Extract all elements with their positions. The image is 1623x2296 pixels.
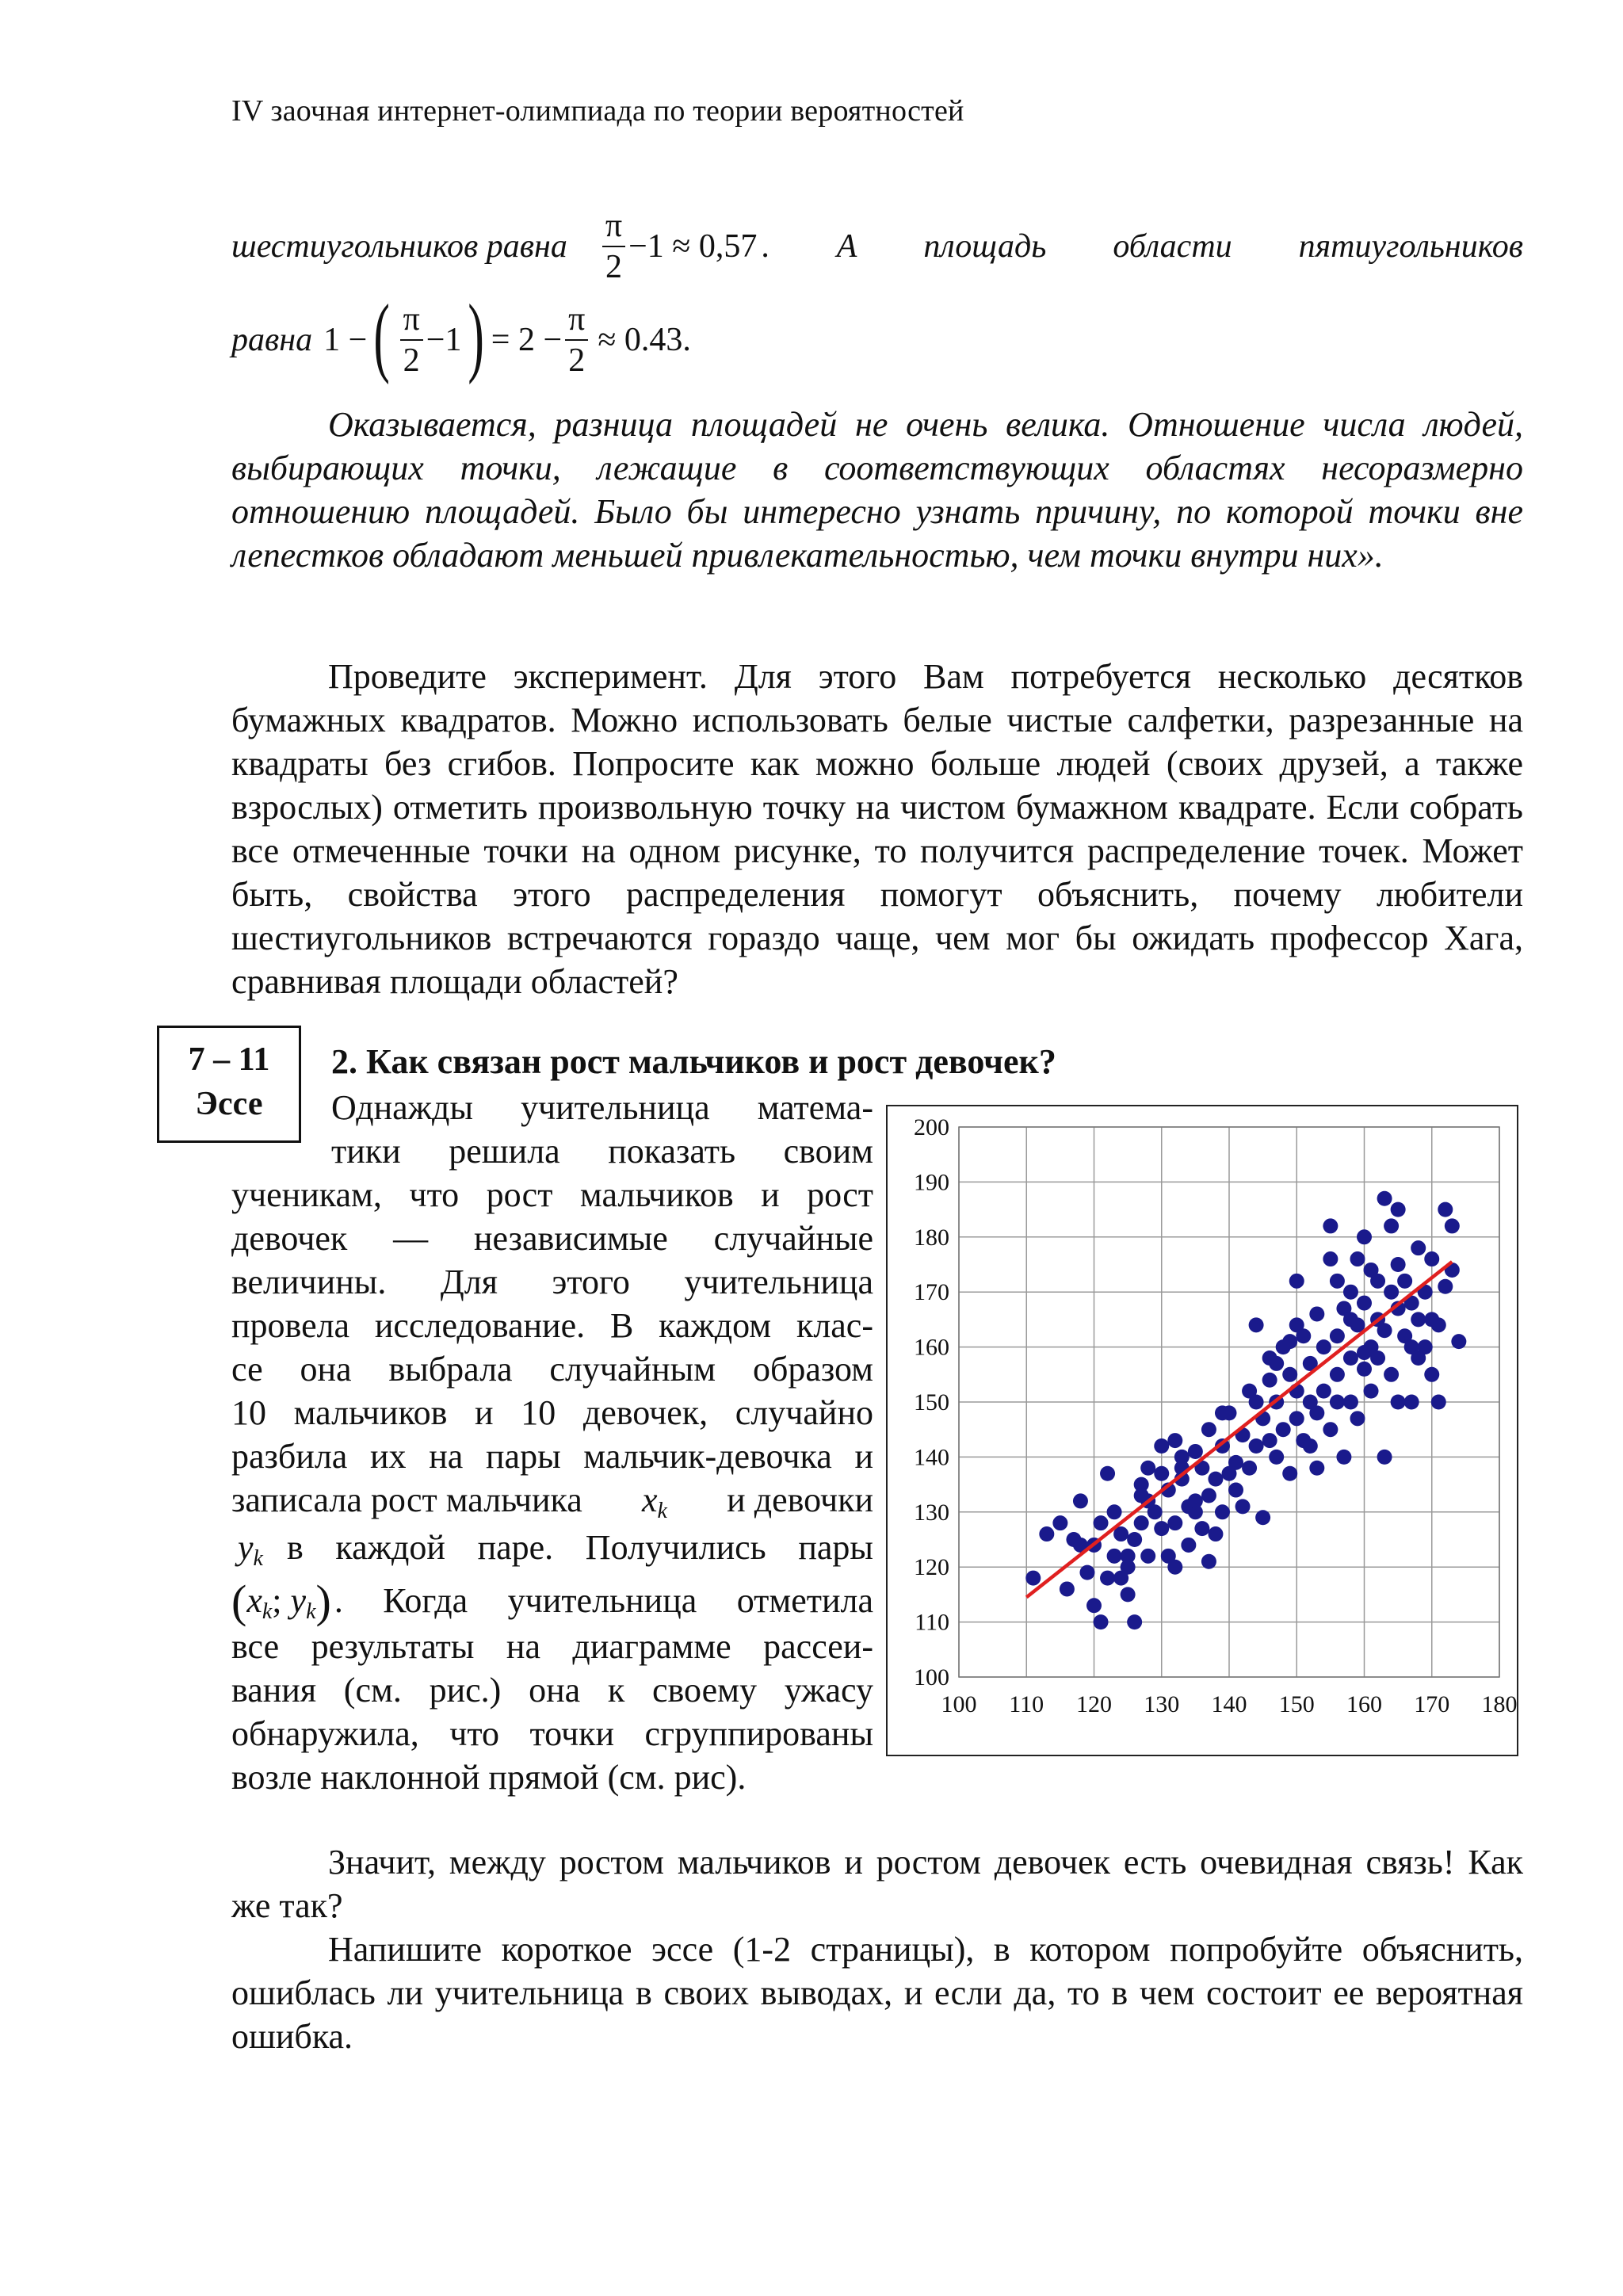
scatter-point xyxy=(1282,1334,1297,1349)
formula-1-value: −1 ≈ 0,57 xyxy=(628,228,758,266)
scatter-point xyxy=(1154,1521,1169,1536)
y-tick-label: 100 xyxy=(914,1664,949,1690)
scatter-point xyxy=(1330,1395,1345,1410)
y-tick-label: 190 xyxy=(914,1169,949,1196)
problem-line xyxy=(231,1175,873,1215)
scatter-point xyxy=(1208,1526,1223,1541)
paragraph-conclusion xyxy=(231,1840,1523,1927)
problem-line-text: Однажды учительница матема- xyxy=(331,1088,873,1127)
problem-line xyxy=(231,1757,873,1797)
pair-sep: ; xyxy=(272,1581,291,1620)
problem-line xyxy=(231,1218,873,1259)
x-tick-label: 160 xyxy=(1346,1691,1382,1717)
problem-line-text: девочек — независимые случайные xyxy=(231,1219,873,1258)
scatter-point xyxy=(1181,1538,1196,1553)
scatter-point xyxy=(1262,1433,1277,1448)
scatter-point xyxy=(1431,1395,1446,1410)
scatter-point xyxy=(1377,1191,1392,1206)
scatter-point xyxy=(1100,1571,1115,1586)
grade-box xyxy=(157,1026,301,1143)
scatter-point xyxy=(1228,1455,1243,1470)
scatter-point xyxy=(1140,1549,1155,1564)
paren-close: ) xyxy=(468,287,485,385)
x-tick-label: 120 xyxy=(1076,1691,1112,1717)
y-tick-label: 200 xyxy=(914,1114,949,1140)
scatter-point xyxy=(1208,1472,1223,1487)
problem-line-text: все результаты на диаграмме рассеи- xyxy=(231,1627,873,1666)
scatter-point xyxy=(1391,1395,1406,1410)
scatter-point xyxy=(1316,1339,1331,1354)
x-tick-label: 180 xyxy=(1481,1691,1518,1717)
fraction-pi-over-2-b xyxy=(565,301,588,379)
y-tick-label: 150 xyxy=(914,1389,949,1415)
paragraph-experiment xyxy=(231,655,1523,1003)
paragraph-experiment-text: Проведите эксперимент. Для этого Вам потребуется несколько десятков бумажных квадратов. Можно использовать белые чистые салфетки, разрезанные на квадраты без сгибов. Попросите как можно больше людей (своих друзей, а также взрослых) отметить произвольную точку на чистом бумажном квадрате. Если собрать все отмеченные точки на одном рисунке, то получится распределение точек. Может быть, свойства этого распределения помогут объяснить, почему любители шестиугольников встречаются гораздо чаще, чем мог бы ожидать профессор Хага, сравнивая площади областей? xyxy=(231,657,1523,1001)
scatter-point xyxy=(1249,1395,1264,1410)
fraction-denominator: 2 xyxy=(403,342,420,379)
var-y: y xyxy=(290,1581,307,1620)
y-tick-label: 120 xyxy=(914,1554,949,1581)
formula-1-lead: шестиугольников равна xyxy=(231,228,567,266)
scatter-point xyxy=(1215,1405,1230,1420)
scatter-point xyxy=(1350,1411,1365,1426)
scatter-point xyxy=(1357,1362,1372,1377)
scatter-point xyxy=(1086,1598,1102,1613)
x-tick-label: 110 xyxy=(1009,1691,1044,1717)
scatter-point xyxy=(1364,1384,1379,1399)
scatter-point xyxy=(1201,1554,1216,1569)
scatter-point xyxy=(1235,1499,1251,1514)
scatter-point xyxy=(1404,1395,1419,1410)
scatter-point xyxy=(1343,1350,1358,1366)
scatter-point xyxy=(1242,1461,1257,1476)
pair-open: ( xyxy=(231,1576,247,1627)
scatter-point xyxy=(1188,1493,1203,1508)
scatter-point xyxy=(1438,1202,1453,1217)
scatter-point xyxy=(1100,1466,1115,1481)
problem-line xyxy=(331,1131,873,1171)
x-tick-label: 170 xyxy=(1414,1691,1450,1717)
fraction-pi-over-2-a xyxy=(400,301,423,379)
formula-line-1 xyxy=(231,208,1523,285)
var-x: x xyxy=(246,1581,262,1620)
scatter-point xyxy=(1140,1461,1155,1476)
scatter-point xyxy=(1431,1317,1446,1332)
scatter-point xyxy=(1377,1450,1392,1465)
scatter-point xyxy=(1424,1251,1439,1266)
scatter-point xyxy=(1357,1296,1372,1311)
scatter-point xyxy=(1303,1438,1318,1454)
sub-k: k xyxy=(262,1599,273,1624)
fraction-denominator: 2 xyxy=(568,342,586,379)
x-tick-label: 150 xyxy=(1278,1691,1315,1717)
scatter-point xyxy=(1411,1240,1426,1255)
y-tick-label: 180 xyxy=(914,1224,949,1251)
problem-line xyxy=(231,1480,873,1524)
y-tick-label: 110 xyxy=(915,1609,949,1636)
scatter-point xyxy=(1127,1532,1142,1547)
paragraph-italic-text: Оказывается, разница площадей не очень велика. Отношение числа людей, выбирающих точки, лежащие в соответствующих областях несоразмерно отношению площадей. Было бы интересно узнать причину, по которой точки вне лепестков обладают меньшей привлекательностью, чем точки внутри них». xyxy=(231,405,1523,575)
problem-line xyxy=(331,1087,873,1128)
scatter-point xyxy=(1330,1367,1345,1382)
scatter-point xyxy=(1167,1560,1182,1575)
problem-line-text: разбила их на пары мальчик-девочка и xyxy=(231,1437,873,1476)
problem-title: 2. Как связан рост мальчиков и рост девочек? xyxy=(331,1042,1056,1081)
formula-2-one: 1 − xyxy=(323,322,368,358)
problem-line xyxy=(231,1626,873,1667)
scatter-point xyxy=(1289,1274,1304,1289)
pair-xk-yk xyxy=(231,1575,331,1628)
scatter-point xyxy=(1107,1504,1122,1519)
paragraph-conclusion-text: Значит, между ростом мальчиков и ростом девочек есть очевидная связь! Как же так? xyxy=(231,1843,1523,1925)
fraction-numerator: π xyxy=(400,301,423,341)
scatter-chart-svg xyxy=(888,1106,1520,1758)
problem-line-text: обнаружила, что точки сгруппированы xyxy=(231,1714,873,1753)
scatter-point xyxy=(1411,1312,1426,1327)
problem-line-text: . Когда учительница отметила xyxy=(334,1581,873,1620)
scatter-point xyxy=(1025,1571,1041,1586)
scatter-point xyxy=(1188,1444,1203,1459)
scatter-point xyxy=(1167,1433,1182,1448)
scatter-point xyxy=(1309,1306,1324,1321)
problem-line xyxy=(231,1527,873,1572)
scatter-point xyxy=(1249,1438,1264,1454)
x-tick-label: 140 xyxy=(1211,1691,1247,1717)
scatter-point xyxy=(1309,1461,1324,1476)
scatter-point xyxy=(1384,1285,1399,1300)
problem-line xyxy=(231,1349,873,1389)
scatter-point xyxy=(1445,1218,1460,1233)
scatter-point xyxy=(1282,1367,1297,1382)
scatter-point xyxy=(1384,1367,1399,1382)
scatter-point xyxy=(1323,1422,1338,1437)
scatter-point xyxy=(1343,1312,1358,1327)
var-y: y xyxy=(238,1528,254,1567)
paragraph-task xyxy=(231,1927,1523,2058)
scatter-point xyxy=(1262,1373,1277,1388)
scatter-point xyxy=(1330,1274,1345,1289)
problem-type: Эссе xyxy=(195,1086,263,1122)
scatter-point xyxy=(1052,1515,1067,1530)
scatter-point xyxy=(1249,1317,1264,1332)
problem-line-text: вания (см. рис.) она к своему ужасу xyxy=(231,1671,873,1710)
scatter-point xyxy=(1397,1274,1412,1289)
formula-1-tail: . А площадь области пятиугольников xyxy=(762,228,1523,266)
scatter-point xyxy=(1377,1323,1392,1338)
scatter-point xyxy=(1094,1515,1109,1530)
pair-close: ) xyxy=(315,1576,331,1627)
problem-line-text: и девочки xyxy=(727,1480,873,1519)
scatter-point xyxy=(1323,1218,1338,1233)
running-header: IV заочная интернет-олимпиада по теории вероятностей xyxy=(231,94,964,128)
sub-k: k xyxy=(306,1599,316,1624)
scatter-point xyxy=(1255,1510,1270,1525)
scatter-point xyxy=(1391,1257,1406,1272)
scatter-point xyxy=(1350,1251,1365,1266)
formula-2-minus-one: −1 xyxy=(426,322,462,358)
problem-line-text: возле наклонной прямой (см. рис). xyxy=(231,1758,747,1797)
y-tick-label: 170 xyxy=(914,1279,949,1306)
scatter-point xyxy=(1411,1350,1426,1366)
x-tick-label: 100 xyxy=(941,1691,977,1717)
scatter-point xyxy=(1289,1411,1304,1426)
formula-line-2 xyxy=(231,287,691,385)
scatter-point xyxy=(1228,1483,1243,1498)
scatter-point xyxy=(1094,1614,1109,1629)
formula-1-tail-wrap xyxy=(757,227,1523,266)
formula-2-eq: = 2 − xyxy=(491,322,563,358)
scatter-point xyxy=(1282,1466,1297,1481)
scatter-point xyxy=(1316,1384,1331,1399)
sub-k: k xyxy=(657,1499,667,1523)
scatter-point xyxy=(1370,1350,1385,1366)
scatter-point xyxy=(1289,1317,1304,1332)
scatter-point xyxy=(1127,1614,1142,1629)
problem-line xyxy=(231,1262,873,1302)
scatter-point xyxy=(1330,1328,1345,1343)
scatter-point xyxy=(1370,1274,1385,1289)
scatter-point xyxy=(1148,1504,1163,1519)
sub-k: k xyxy=(253,1546,263,1571)
fraction-numerator: π xyxy=(565,301,588,341)
problem-line-text: 10 мальчиков и 10 девочек, случайно xyxy=(231,1393,873,1432)
fraction-numerator: π xyxy=(602,208,625,247)
scatter-point xyxy=(1215,1504,1230,1519)
scatter-point xyxy=(1107,1549,1122,1564)
variable-y-k xyxy=(231,1527,263,1572)
scatter-point xyxy=(1201,1488,1216,1503)
x-tick-label: 130 xyxy=(1144,1691,1180,1717)
problem-line-text: провела исследование. В каждом клас- xyxy=(231,1306,873,1345)
scatter-point xyxy=(1039,1526,1054,1541)
variable-x-k xyxy=(642,1480,667,1524)
scatter-point xyxy=(1323,1251,1338,1266)
problem-line-text: записала рост мальчика xyxy=(231,1480,582,1519)
scatter-point xyxy=(1269,1356,1284,1371)
scatter-point xyxy=(1154,1438,1169,1454)
y-tick-label: 140 xyxy=(914,1444,949,1471)
scatter-point xyxy=(1391,1202,1406,1217)
fraction-denominator: 2 xyxy=(605,249,622,286)
scatter-point xyxy=(1134,1515,1149,1530)
problem-line xyxy=(231,1436,873,1477)
formula-2-lead: равна xyxy=(231,322,313,358)
scatter-point xyxy=(1424,1367,1439,1382)
fraction-pi-over-2 xyxy=(602,208,625,285)
scatter-point xyxy=(1269,1450,1284,1465)
paren-open: ( xyxy=(373,287,391,385)
scatter-point xyxy=(1384,1218,1399,1233)
problem-line xyxy=(231,1670,873,1710)
formula-2-approx: ≈ 0.43. xyxy=(598,322,691,358)
scatter-point xyxy=(1309,1405,1324,1420)
scatter-point xyxy=(1343,1395,1358,1410)
var-x: x xyxy=(641,1480,658,1519)
scatter-point xyxy=(1079,1565,1094,1580)
scatter-point xyxy=(1060,1581,1075,1596)
scatter-point xyxy=(1121,1587,1136,1602)
y-tick-label: 160 xyxy=(914,1334,949,1361)
problem-line xyxy=(231,1305,873,1346)
scatter-point xyxy=(1357,1229,1372,1244)
scatter-point xyxy=(1194,1521,1209,1536)
paragraph-task-text: Напишите короткое эссе (1-2 страницы), в котором попробуйте объяснить, ошиблась ли учительница в своих выводах, и если да, то в чем состоит ее вероятная ошибка. xyxy=(231,1930,1523,2056)
problem-line-text: се она выбрала случайным образом xyxy=(231,1350,873,1389)
scatter-point xyxy=(1276,1422,1291,1437)
scatter-point xyxy=(1167,1515,1182,1530)
problem-line xyxy=(231,1392,873,1433)
problem-line xyxy=(231,1575,873,1628)
scatter-point xyxy=(1357,1345,1372,1360)
scatter-point xyxy=(1073,1493,1088,1508)
problem-line-text: величины. Для этого учительница xyxy=(231,1263,873,1301)
problem-line-text: тики решила показать своим xyxy=(331,1132,873,1171)
paragraph-italic-quote xyxy=(231,403,1523,577)
problem-line xyxy=(231,1713,873,1754)
scatter-point xyxy=(1336,1450,1351,1465)
y-tick-label: 130 xyxy=(914,1499,949,1526)
scatter-point xyxy=(1451,1334,1466,1349)
scatter-chart xyxy=(886,1105,1518,1756)
scatter-point xyxy=(1154,1466,1169,1481)
trend-line xyxy=(1026,1262,1452,1597)
problem-line-text: ученикам, что рост мальчиков и рост xyxy=(231,1175,873,1214)
scatter-point xyxy=(1438,1279,1453,1294)
grade-range: 7 – 11 xyxy=(188,1041,270,1078)
problem-line-text: в каждой паре. Получились пары xyxy=(286,1528,873,1567)
scatter-point xyxy=(1201,1422,1216,1437)
scatter-point xyxy=(1343,1285,1358,1300)
scatter-point xyxy=(1121,1560,1136,1575)
